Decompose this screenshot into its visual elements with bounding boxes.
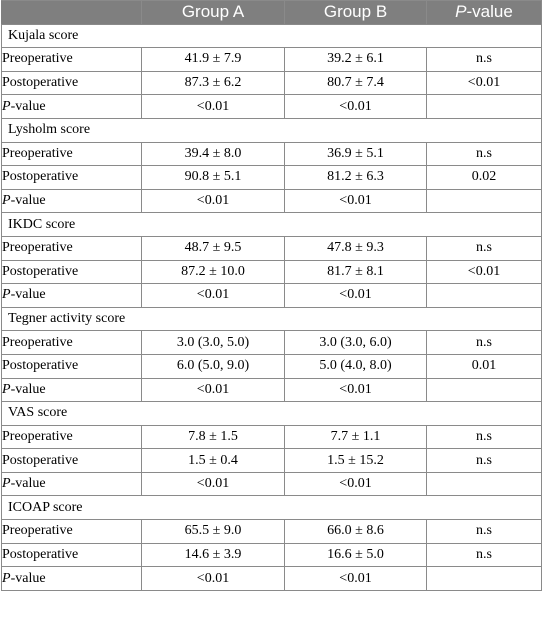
section-title: ICOAP score — [2, 496, 542, 520]
p-value-empty-cell — [427, 378, 542, 402]
group-a-p-value: <0.01 — [142, 472, 285, 496]
group-b-p-value: <0.01 — [285, 95, 427, 119]
p-value-row — [2, 567, 542, 591]
section-row — [2, 118, 542, 142]
p-value-row — [2, 472, 542, 496]
header-group-b: Group B — [285, 1, 427, 25]
group-b-value: 80.7 ± 7.4 — [285, 71, 427, 95]
group-b-p-value: <0.01 — [285, 189, 427, 213]
row-label: Postoperative — [2, 354, 142, 378]
group-a-p-value: <0.01 — [142, 95, 285, 119]
preoperative-row — [2, 331, 542, 355]
group-b-value: 3.0 (3.0, 6.0) — [285, 331, 427, 355]
p-value-row — [2, 95, 542, 119]
section-title: IKDC score — [2, 213, 542, 237]
p-label-rest: -value — [10, 476, 46, 492]
preoperative-row — [2, 520, 542, 544]
group-b-value: 36.9 ± 5.1 — [285, 142, 427, 166]
group-a-value: 3.0 (3.0, 5.0) — [142, 331, 285, 355]
section-row — [2, 402, 542, 426]
section-title: Kujala score — [2, 24, 542, 48]
header-p-italic: P — [455, 2, 467, 22]
row-label: Preoperative — [2, 331, 142, 355]
p-value-cell: n.s — [427, 142, 542, 166]
row-label: Preoperative — [2, 520, 142, 544]
p-label-italic: P — [2, 98, 11, 114]
group-a-value: 7.8 ± 1.5 — [142, 425, 285, 449]
p-label-italic: P — [2, 570, 11, 586]
section-title: VAS score — [2, 402, 542, 426]
p-value-row — [2, 378, 542, 402]
group-a-value: 41.9 ± 7.9 — [142, 48, 285, 72]
p-value-cell: <0.01 — [427, 71, 542, 95]
p-label-rest: -value — [10, 570, 46, 586]
postoperative-row — [2, 260, 542, 284]
preoperative-row — [2, 142, 542, 166]
p-value-row-label — [2, 472, 142, 496]
header-group-a: Group A — [142, 1, 285, 25]
p-value-empty-cell — [427, 189, 542, 213]
header-p-rest: -value — [466, 2, 513, 22]
group-a-value: 90.8 ± 5.1 — [142, 166, 285, 190]
group-b-p-value: <0.01 — [285, 472, 427, 496]
preoperative-row — [2, 425, 542, 449]
p-value-empty-cell — [427, 567, 542, 591]
group-a-p-value: <0.01 — [142, 189, 285, 213]
group-a-p-value: <0.01 — [142, 567, 285, 591]
row-label: Preoperative — [2, 142, 142, 166]
group-b-value: 16.6 ± 5.0 — [285, 543, 427, 567]
p-value-empty-cell — [427, 472, 542, 496]
section-title: Tegner activity score — [2, 307, 542, 331]
p-label-rest: -value — [10, 287, 46, 303]
p-value-cell: n.s — [427, 48, 542, 72]
group-a-value: 87.2 ± 10.0 — [142, 260, 285, 284]
p-value-empty-cell — [427, 95, 542, 119]
section-row — [2, 307, 542, 331]
p-value-empty-cell — [427, 284, 542, 308]
group-b-p-value: <0.01 — [285, 567, 427, 591]
p-value-row-label — [2, 567, 142, 591]
p-value-cell: 0.02 — [427, 166, 542, 190]
row-label: Postoperative — [2, 260, 142, 284]
group-a-p-value: <0.01 — [142, 284, 285, 308]
row-label: Postoperative — [2, 449, 142, 473]
group-a-value: 14.6 ± 3.9 — [142, 543, 285, 567]
p-value-row — [2, 189, 542, 213]
group-a-p-value: <0.01 — [142, 378, 285, 402]
p-value-cell: n.s — [427, 520, 542, 544]
group-a-value: 65.5 ± 9.0 — [142, 520, 285, 544]
p-label-rest: -value — [10, 98, 46, 114]
table-header — [2, 1, 542, 25]
postoperative-row — [2, 354, 542, 378]
group-a-value: 48.7 ± 9.5 — [142, 236, 285, 260]
table-body — [2, 24, 542, 590]
p-label-italic: P — [2, 287, 11, 303]
postoperative-row — [2, 166, 542, 190]
p-value-cell: n.s — [427, 331, 542, 355]
postoperative-row — [2, 449, 542, 473]
row-label: Preoperative — [2, 425, 142, 449]
group-b-value: 47.8 ± 9.3 — [285, 236, 427, 260]
p-value-row — [2, 284, 542, 308]
p-label-italic: P — [2, 193, 11, 209]
group-b-value: 5.0 (4.0, 8.0) — [285, 354, 427, 378]
row-label: Postoperative — [2, 166, 142, 190]
row-label: Postoperative — [2, 71, 142, 95]
postoperative-row — [2, 543, 542, 567]
section-row — [2, 213, 542, 237]
p-value-cell: 0.01 — [427, 354, 542, 378]
header-blank-cell — [2, 1, 142, 25]
row-label: Preoperative — [2, 236, 142, 260]
p-value-row-label — [2, 378, 142, 402]
section-title: Lysholm score — [2, 118, 542, 142]
p-value-cell: <0.01 — [427, 260, 542, 284]
p-label-italic: P — [2, 381, 11, 397]
p-label-rest: -value — [10, 193, 46, 209]
group-b-p-value: <0.01 — [285, 378, 427, 402]
row-label: Preoperative — [2, 48, 142, 72]
group-b-value: 66.0 ± 8.6 — [285, 520, 427, 544]
p-value-cell: n.s — [427, 425, 542, 449]
p-label-rest: -value — [10, 381, 46, 397]
p-value-row-label — [2, 189, 142, 213]
p-value-row-label — [2, 95, 142, 119]
p-value-row-label — [2, 284, 142, 308]
preoperative-row — [2, 48, 542, 72]
p-label-italic: P — [2, 476, 11, 492]
group-b-value: 81.2 ± 6.3 — [285, 166, 427, 190]
postoperative-row — [2, 71, 542, 95]
group-b-value: 1.5 ± 15.2 — [285, 449, 427, 473]
group-a-value: 1.5 ± 0.4 — [142, 449, 285, 473]
header-p-value — [427, 1, 542, 25]
p-value-cell: n.s — [427, 236, 542, 260]
group-b-value: 81.7 ± 8.1 — [285, 260, 427, 284]
group-b-p-value: <0.01 — [285, 284, 427, 308]
row-label: Postoperative — [2, 543, 142, 567]
group-a-value: 87.3 ± 6.2 — [142, 71, 285, 95]
group-b-value: 7.7 ± 1.1 — [285, 425, 427, 449]
header-row — [2, 1, 542, 25]
section-row — [2, 24, 542, 48]
section-row — [2, 496, 542, 520]
results-table — [1, 0, 542, 591]
p-value-cell: n.s — [427, 449, 542, 473]
group-b-value: 39.2 ± 6.1 — [285, 48, 427, 72]
p-value-cell: n.s — [427, 543, 542, 567]
group-a-value: 6.0 (5.0, 9.0) — [142, 354, 285, 378]
preoperative-row — [2, 236, 542, 260]
group-a-value: 39.4 ± 8.0 — [142, 142, 285, 166]
